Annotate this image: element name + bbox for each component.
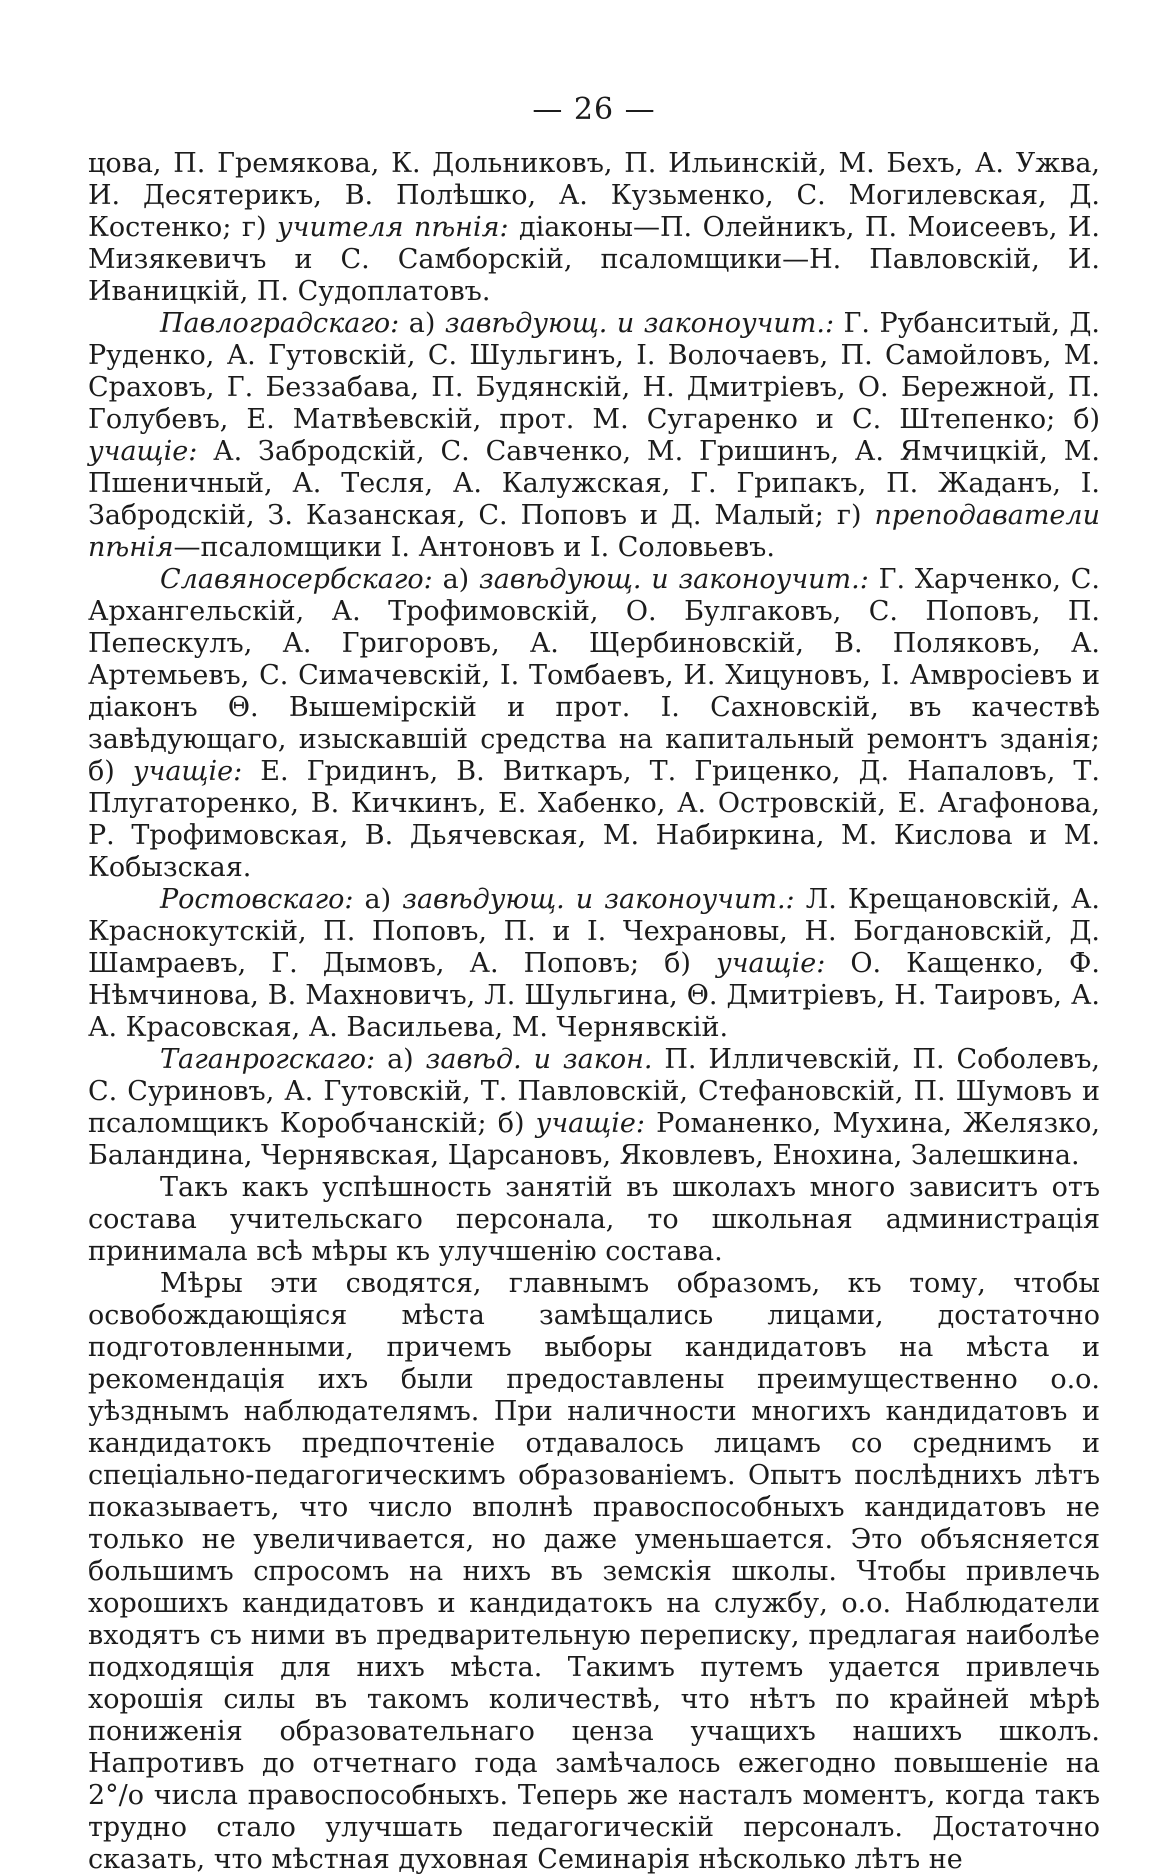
document-page [88, 92, 1100, 1876]
page-body-text [88, 148, 1100, 1876]
paragraph-p7 [88, 1268, 1100, 1876]
italic-heading-text: Ростовскаго: [160, 884, 354, 915]
body-text-segment: діаконы—П. Олейникъ, П. Моисеевъ, И. Мизякевичъ и С. Самборскій, псаломщики—Н. Павловскій, И. Иваницкій, П. Судоплатовъ. [88, 212, 1100, 307]
italic-heading-text: учащіе: [716, 948, 826, 979]
body-text-segment: О. Кащенко, Ф. Нѣмчинова, В. Махновичъ, Л. Шульгина, Θ. Дмитріевъ, Н. Таировъ, А. А. Красовская, А. Васильева, М. Чернявскій. [88, 948, 1100, 1043]
body-text-segment: —псаломщики І. Антоновъ и І. Соловьевъ. [173, 532, 775, 563]
italic-heading-text: учащіе: [535, 1108, 645, 1139]
body-text-segment: а) [399, 308, 445, 339]
paragraph-p3 [88, 564, 1100, 884]
body-text-segment: А. Забродскій, С. Савченко, М. Гришинъ, А. Ямчицкій, М. Пшеничный, А. Тесля, А. Калужская, Г. Грипакъ, П. Жаданъ, І. Забродскій, З. Казанская, С. Поповъ и Д. Малый; г) [88, 436, 1100, 531]
body-text-segment: а) [375, 1044, 426, 1075]
italic-heading-text: завѣдующ. и законоучит.: [478, 564, 869, 595]
body-text-segment: Г. Харченко, С. Архангельскій, А. Трофимовскій, О. Булгаковъ, С. Поповъ, П. Пепескулъ, А. Григоровъ, А. Щербиновскій, В. Поляковъ, А. Артемьевъ, С. Симачевскій, І. Томбаевъ, И. Хицуновъ, І. Амвросіевъ и діаконъ Θ. Вышемірскій и прот. І. Сахновскій, въ качествѣ завѣдующаго, изыскавшій средства на капитальный ремонтъ зданія; б) [88, 564, 1100, 787]
body-text-segment: П. Илличевскій, П. Соболевъ, С. Суриновъ, А. Гутовскій, Т. Павловскій, Стефановскій, П. Шумовъ и псаломщикъ Коробчанскій; б) [88, 1044, 1100, 1139]
body-text-segment: Е. Гридинъ, В. Виткаръ, Т. Гриценко, Д. Напаловъ, Т. Плугаторенко, В. Кичкинъ, Е. Хабенко, А. Островскій, Е. Агафонова, Р. Трофимовская, В. Дьячевская, М. Набиркина, М. Кислова и М. Кобызская. [88, 756, 1100, 883]
italic-heading-text: завѣдующ. и законоучит.: [444, 308, 835, 339]
italic-heading-text: учащіе: [132, 756, 243, 787]
paragraph-p5 [88, 1044, 1100, 1172]
italic-heading-text: Таганрогскаго: [160, 1044, 376, 1075]
italic-heading-text: учащіе: [88, 436, 198, 467]
body-text-segment: а) [432, 564, 479, 595]
italic-heading-text: Павлоградскаго: [160, 308, 400, 339]
italic-heading-text: учителя пѣнія: [277, 212, 509, 243]
body-text-segment: Романенко, Мухина, Желязко, Баландина, Чернявская, Царсановъ, Яковлевъ, Енохина, Залешкина. [88, 1108, 1100, 1171]
italic-heading-text: завѣдующ. и законоучит.: [402, 884, 795, 915]
body-text-segment: Мѣры эти сводятся, главнымъ образомъ, къ тому, чтобы освобождающіяся мѣста замѣщались лицами, достаточно подготовленными, причемъ выборы кандидатовъ на мѣста и рекомендація ихъ были предоставлены преимущественно о.о. уѣзднымъ наблюдателямъ. При наличности многихъ кандидатовъ и кандидатокъ предпочтеніе отдавалось лицамъ со среднимъ и спеціально-педагогическимъ образованіемъ. Опытъ послѣднихъ лѣтъ показываетъ, что число вполнѣ правоспособныхъ кандидатовъ не только не увеличивается, но даже уменьшается. Это объясняется большимъ спросомъ на нихъ въ земскія школы. Чтобы привлечь хорошихъ кандидатовъ и кандидатокъ на службу, о.о. Наблюдатели входятъ съ ними въ предварительную переписку, предлагая наиболѣе подходящія для нихъ мѣста. Такимъ путемъ удается привлечь хорошія силы въ такомъ количествѣ, что нѣтъ по крайней мѣрѣ пониженія образовательнаго ценза учащихъ нашихъ школъ. Напротивъ до отчетнаго года замѣчалось ежегодно повышеніе на 2°/o числа правоспособныхъ. Теперь же насталъ моментъ, когда такъ трудно стало улучшать педагогическій персоналъ. Достаточно сказать, что мѣстная духовная Семинарія нѣсколько лѣтъ не [88, 1268, 1100, 1875]
paragraph-p6 [88, 1172, 1100, 1268]
body-text-segment: Такъ какъ успѣшность занятій въ школахъ много зависитъ отъ состава учительскаго персонала, то школьная администрація принимала всѣ мѣры къ улучшенію состава. [88, 1172, 1100, 1267]
italic-heading-text: Славяносербскаго: [160, 564, 433, 595]
body-text-segment: Г. Рубанситый, Д. Руденко, А. Гутовскій, С. Шульгинъ, І. Волочаевъ, П. Самойловъ, М. Сраховъ, Г. Беззабава, П. Будянскій, Н. Дмитріевъ, О. Бережной, П. Голубевъ, Е. Матвѣевскій, прот. М. Сугаренко и С. Штепенко; б) [88, 308, 1101, 435]
page-number: — 26 — [532, 92, 656, 127]
paragraph-p4 [88, 884, 1100, 1044]
body-text-segment: Л. Крещановскій, А. Краснокутскій, П. Поповъ, П. и І. Чехрановы, Н. Богдановскій, Д. Шамраевъ, Г. Дымовъ, А. Поповъ; б) [88, 884, 1100, 979]
body-text-segment: цова, П. Гремякова, К. Дольниковъ, П. Ильинскій, М. Бехъ, А. Ужва, И. Десятерикъ, В. Полѣшко, А. Кузьменко, С. Могилевская, Д. Костенко; г) [88, 148, 1100, 243]
italic-heading-text: преподаватели пѣнія [88, 500, 1100, 563]
paragraph-p2 [88, 308, 1100, 564]
italic-heading-text: завѣд. и закон. [425, 1044, 653, 1075]
body-text-segment: а) [353, 884, 403, 915]
paragraph-p1 [88, 148, 1100, 308]
